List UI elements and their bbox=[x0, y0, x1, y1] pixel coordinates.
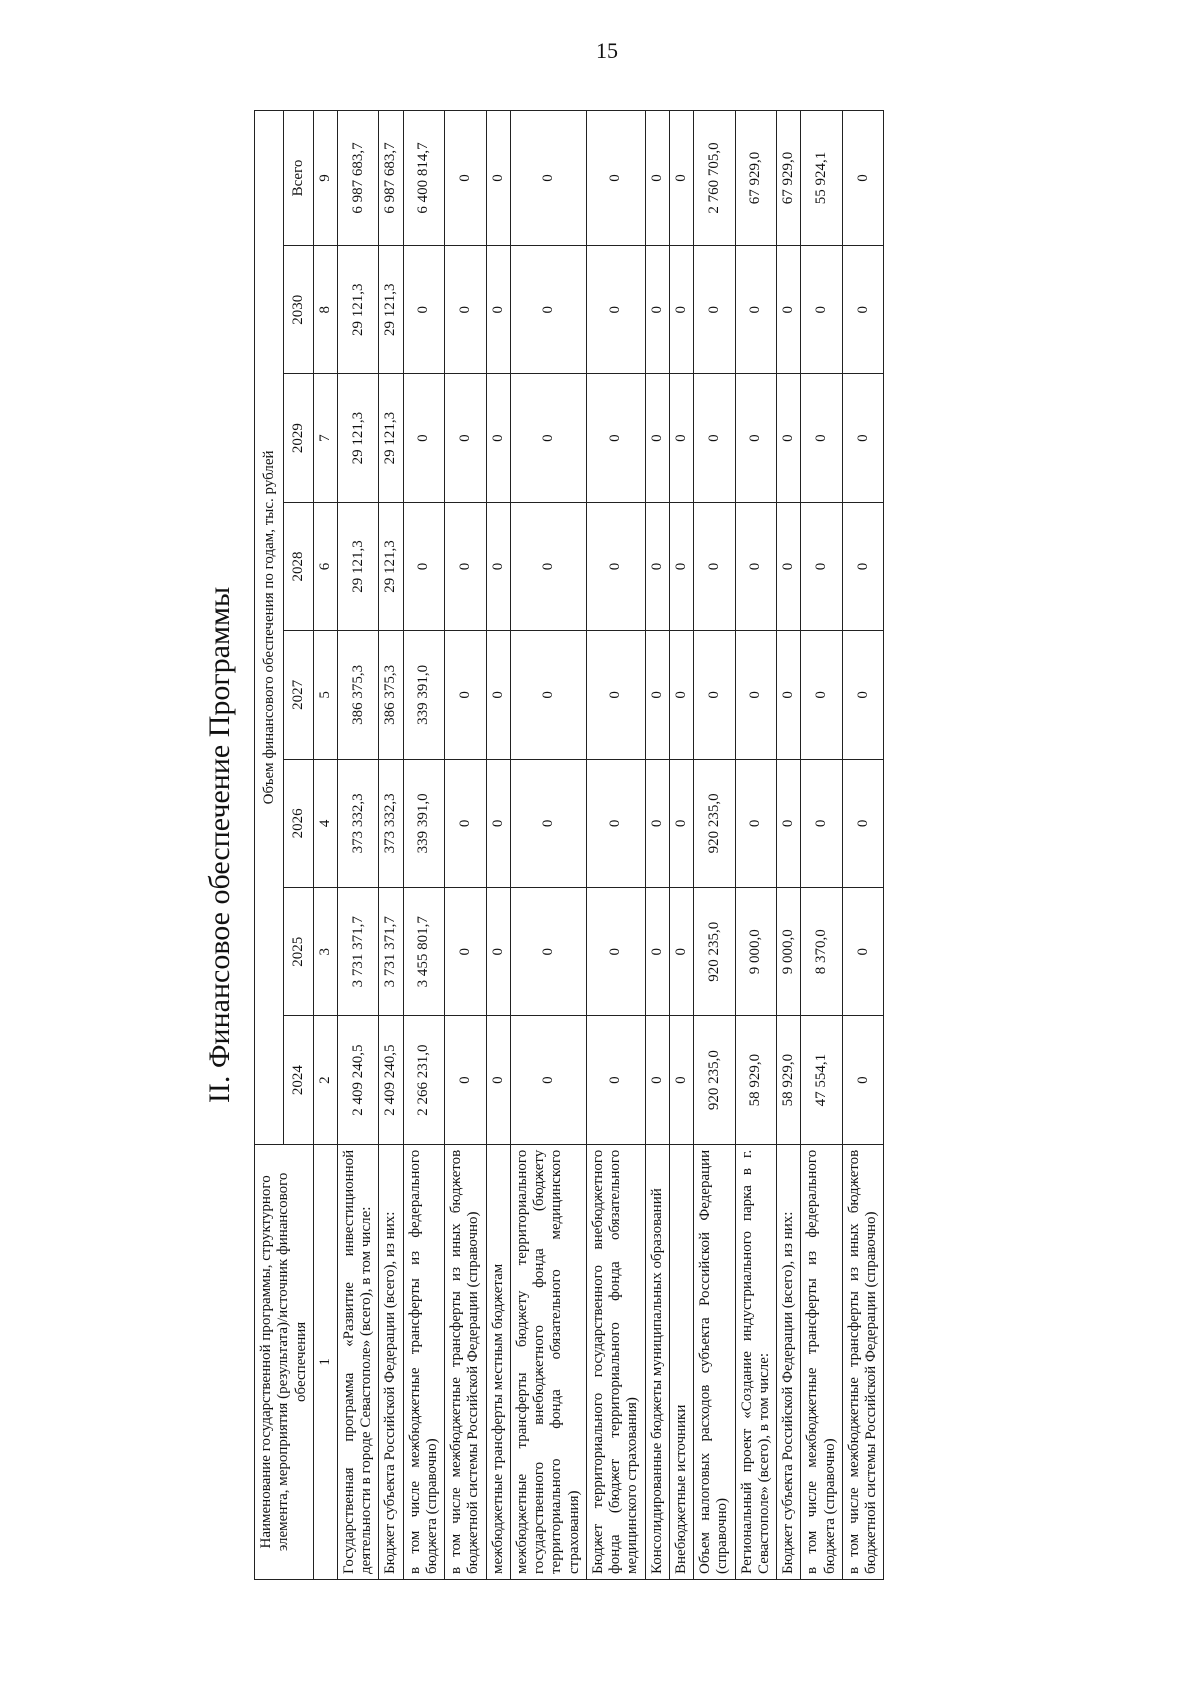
row-value-cell: 0 bbox=[586, 502, 645, 630]
row-value-cell: 0 bbox=[735, 502, 777, 630]
row-value-cell: 386 375,3 bbox=[379, 631, 403, 759]
row-value-cell: 0 bbox=[694, 631, 736, 759]
row-name: в том числе межбюджетные трансферты из иных бюджетов бюджетной системы Российской Федерации (справочно) bbox=[842, 1144, 884, 1579]
table-row bbox=[669, 111, 693, 1580]
row-value-cell: 373 332,3 bbox=[379, 759, 403, 887]
header-name-column: Наименование государственной программы, структурного элемента, мероприятия (результата)/источник финансового обеспечения bbox=[255, 1144, 314, 1579]
column-index: 7 bbox=[313, 374, 337, 502]
row-total-cell: 0 bbox=[445, 111, 487, 246]
row-value-cell: 0 bbox=[777, 246, 801, 374]
row-value-cell: 9 000,0 bbox=[777, 888, 801, 1016]
row-value-cell: 9 000,0 bbox=[735, 888, 777, 1016]
row-value-cell: 29 121,3 bbox=[337, 374, 379, 502]
row-value-cell: 0 bbox=[403, 246, 445, 374]
row-value-cell: 0 bbox=[842, 631, 884, 759]
row-total-cell: 0 bbox=[586, 111, 645, 246]
row-value-cell: 0 bbox=[694, 246, 736, 374]
row-total-cell: 0 bbox=[510, 111, 586, 246]
table-row bbox=[379, 111, 403, 1580]
row-value-cell: 3 731 371,7 bbox=[337, 888, 379, 1016]
page-number: 15 bbox=[596, 38, 618, 63]
row-value-cell: 0 bbox=[403, 502, 445, 630]
row-value-cell: 373 332,3 bbox=[337, 759, 379, 887]
row-value-cell: 0 bbox=[486, 759, 510, 887]
row-name: межбюджетные трансферты бюджету территориального государственного внебюджетного фонда (бюджету территориального фонда обязательного медицинского страхования) bbox=[510, 1144, 586, 1579]
row-value-cell: 0 bbox=[645, 631, 669, 759]
table-row bbox=[842, 111, 884, 1580]
row-total-cell: 55 924,1 bbox=[801, 111, 843, 246]
row-name: Объем налоговых расходов субъекта Российской Федерации (справочно) bbox=[694, 1144, 736, 1579]
row-value-cell: 0 bbox=[586, 374, 645, 502]
header-row-index bbox=[313, 111, 337, 1580]
header-group: Объем финансового обеспечения по годам, тыс. рублей bbox=[255, 111, 284, 1145]
row-total-cell: 67 929,0 bbox=[777, 111, 801, 246]
row-value-cell: 0 bbox=[801, 759, 843, 887]
row-value-cell: 0 bbox=[510, 246, 586, 374]
row-value-cell: 339 391,0 bbox=[403, 631, 445, 759]
row-value-cell: 0 bbox=[777, 631, 801, 759]
row-value-cell: 0 bbox=[486, 888, 510, 1016]
row-value-cell: 0 bbox=[486, 631, 510, 759]
table-row bbox=[777, 111, 801, 1580]
row-value-cell: 0 bbox=[445, 888, 487, 1016]
column-index: 5 bbox=[313, 631, 337, 759]
row-name: Государственная программа «Развитие инвестиционной деятельности в городе Севастополе» (всего), в том числе: bbox=[337, 1144, 379, 1579]
row-value-cell: 0 bbox=[645, 502, 669, 630]
row-value-cell: 0 bbox=[801, 631, 843, 759]
row-total-cell: 2 760 705,0 bbox=[694, 111, 736, 246]
row-value-cell: 0 bbox=[669, 374, 693, 502]
row-value-cell: 0 bbox=[801, 374, 843, 502]
row-value-cell: 0 bbox=[510, 888, 586, 1016]
row-value-cell: 29 121,3 bbox=[379, 246, 403, 374]
row-value-cell: 0 bbox=[801, 502, 843, 630]
row-value-cell: 0 bbox=[669, 759, 693, 887]
row-value-cell: 0 bbox=[645, 246, 669, 374]
row-value-cell: 0 bbox=[735, 246, 777, 374]
header-year: 2028 bbox=[284, 502, 313, 630]
row-value-cell: 0 bbox=[645, 888, 669, 1016]
row-value-cell: 0 bbox=[735, 374, 777, 502]
row-total-cell: 6 987 683,7 bbox=[337, 111, 379, 246]
row-value-cell: 0 bbox=[842, 888, 884, 1016]
table-row bbox=[337, 111, 379, 1580]
table-row bbox=[801, 111, 843, 1580]
row-value-cell: 0 bbox=[445, 374, 487, 502]
row-value-cell: 0 bbox=[445, 759, 487, 887]
row-value-cell: 0 bbox=[669, 888, 693, 1016]
row-value-cell: 0 bbox=[735, 631, 777, 759]
rotated-page-content bbox=[200, 110, 1060, 1580]
row-value-cell: 0 bbox=[669, 1016, 693, 1144]
header-year: 2025 bbox=[284, 888, 313, 1016]
row-total-cell: 0 bbox=[842, 111, 884, 246]
row-value-cell: 0 bbox=[777, 759, 801, 887]
row-name: Внебюджетные источники bbox=[669, 1144, 693, 1579]
row-value-cell: 0 bbox=[842, 374, 884, 502]
header-year: 2030 bbox=[284, 246, 313, 374]
row-value-cell: 0 bbox=[586, 1016, 645, 1144]
row-value-cell: 0 bbox=[645, 759, 669, 887]
table-row bbox=[403, 111, 445, 1580]
financing-table bbox=[254, 110, 884, 1580]
row-value-cell: 0 bbox=[669, 502, 693, 630]
header-year: 2029 bbox=[284, 374, 313, 502]
row-value-cell: 2 409 240,5 bbox=[379, 1016, 403, 1144]
row-name: в том числе межбюджетные трансферты из федерального бюджета (справочно) bbox=[801, 1144, 843, 1579]
row-name: в том числе межбюджетные трансферты из федерального бюджета (справочно) bbox=[403, 1144, 445, 1579]
row-value-cell: 0 bbox=[842, 502, 884, 630]
row-value-cell: 0 bbox=[694, 502, 736, 630]
row-value-cell: 0 bbox=[445, 246, 487, 374]
row-value-cell: 0 bbox=[403, 374, 445, 502]
row-value-cell: 0 bbox=[669, 246, 693, 374]
row-value-cell: 0 bbox=[645, 374, 669, 502]
row-value-cell: 0 bbox=[669, 631, 693, 759]
row-total-cell: 6 400 814,7 bbox=[403, 111, 445, 246]
column-index: 3 bbox=[313, 888, 337, 1016]
row-value-cell: 2 409 240,5 bbox=[337, 1016, 379, 1144]
header-year: 2024 bbox=[284, 1016, 313, 1144]
row-value-cell: 29 121,3 bbox=[379, 502, 403, 630]
table-body bbox=[337, 111, 884, 1580]
table-row bbox=[445, 111, 487, 1580]
table-row bbox=[694, 111, 736, 1580]
row-value-cell: 0 bbox=[645, 1016, 669, 1144]
column-index: 8 bbox=[313, 246, 337, 374]
row-value-cell: 0 bbox=[486, 1016, 510, 1144]
row-value-cell: 0 bbox=[445, 631, 487, 759]
table-row bbox=[645, 111, 669, 1580]
column-index: 9 bbox=[313, 111, 337, 246]
row-total-cell: 67 929,0 bbox=[735, 111, 777, 246]
row-value-cell: 920 235,0 bbox=[694, 888, 736, 1016]
header-year: 2027 bbox=[284, 631, 313, 759]
row-value-cell: 0 bbox=[735, 759, 777, 887]
row-value-cell: 0 bbox=[486, 246, 510, 374]
table-row bbox=[586, 111, 645, 1580]
table-row bbox=[510, 111, 586, 1580]
row-value-cell: 0 bbox=[486, 374, 510, 502]
row-total-cell: 0 bbox=[669, 111, 693, 246]
header-total: Всего bbox=[284, 111, 313, 246]
row-value-cell: 0 bbox=[842, 246, 884, 374]
row-total-cell: 6 987 683,7 bbox=[379, 111, 403, 246]
row-value-cell: 58 929,0 bbox=[735, 1016, 777, 1144]
row-value-cell: 0 bbox=[694, 374, 736, 502]
row-value-cell: 0 bbox=[777, 502, 801, 630]
header-row-1 bbox=[255, 111, 284, 1580]
row-value-cell: 0 bbox=[777, 374, 801, 502]
row-value-cell: 0 bbox=[586, 759, 645, 887]
row-value-cell: 29 121,3 bbox=[337, 246, 379, 374]
column-index: 6 bbox=[313, 502, 337, 630]
column-index: 4 bbox=[313, 759, 337, 887]
row-value-cell: 0 bbox=[510, 759, 586, 887]
row-value-cell: 0 bbox=[445, 502, 487, 630]
section-title: II. Финансовое обеспечение Программы bbox=[203, 586, 236, 1104]
row-name: Региональный проект «Создание индустриального парка в г. Севастополе» (всего), в том числе: bbox=[735, 1144, 777, 1579]
row-value-cell: 0 bbox=[510, 374, 586, 502]
column-index: 1 bbox=[313, 1144, 337, 1579]
row-total-cell: 0 bbox=[486, 111, 510, 246]
row-value-cell: 3 731 371,7 bbox=[379, 888, 403, 1016]
row-value-cell: 0 bbox=[445, 1016, 487, 1144]
row-value-cell: 2 266 231,0 bbox=[403, 1016, 445, 1144]
row-name: межбюджетные трансферты местным бюджетам bbox=[486, 1144, 510, 1579]
row-value-cell: 0 bbox=[486, 502, 510, 630]
row-value-cell: 386 375,3 bbox=[337, 631, 379, 759]
row-value-cell: 920 235,0 bbox=[694, 1016, 736, 1144]
row-value-cell: 0 bbox=[510, 502, 586, 630]
row-value-cell: 920 235,0 bbox=[694, 759, 736, 887]
table-row bbox=[735, 111, 777, 1580]
row-name: в том числе межбюджетные трансферты из иных бюджетов бюджетной системы Российской Федерации (справочно) bbox=[445, 1144, 487, 1579]
row-value-cell: 58 929,0 bbox=[777, 1016, 801, 1144]
row-value-cell: 47 554,1 bbox=[801, 1016, 843, 1144]
row-name: Бюджет территориального государственного внебюджетного фонда (бюджет территориального фонда обязательного медицинского страхования) bbox=[586, 1144, 645, 1579]
row-name: Бюджет субъекта Российской Федерации (всего), из них: bbox=[379, 1144, 403, 1579]
row-name: Бюджет субъекта Российской Федерации (всего), из них: bbox=[777, 1144, 801, 1579]
row-value-cell: 0 bbox=[510, 631, 586, 759]
header-year: 2026 bbox=[284, 759, 313, 887]
row-value-cell: 8 370,0 bbox=[801, 888, 843, 1016]
row-value-cell: 0 bbox=[586, 888, 645, 1016]
row-total-cell: 0 bbox=[645, 111, 669, 246]
row-value-cell: 0 bbox=[801, 246, 843, 374]
row-value-cell: 0 bbox=[842, 759, 884, 887]
row-value-cell: 0 bbox=[586, 246, 645, 374]
row-value-cell: 29 121,3 bbox=[337, 502, 379, 630]
row-value-cell: 0 bbox=[510, 1016, 586, 1144]
table-row bbox=[486, 111, 510, 1580]
row-value-cell: 3 455 801,7 bbox=[403, 888, 445, 1016]
row-value-cell: 0 bbox=[842, 1016, 884, 1144]
row-value-cell: 29 121,3 bbox=[379, 374, 403, 502]
row-value-cell: 0 bbox=[586, 631, 645, 759]
row-value-cell: 339 391,0 bbox=[403, 759, 445, 887]
row-name: Консолидированные бюджеты муниципальных образований bbox=[645, 1144, 669, 1579]
column-index: 2 bbox=[313, 1016, 337, 1144]
